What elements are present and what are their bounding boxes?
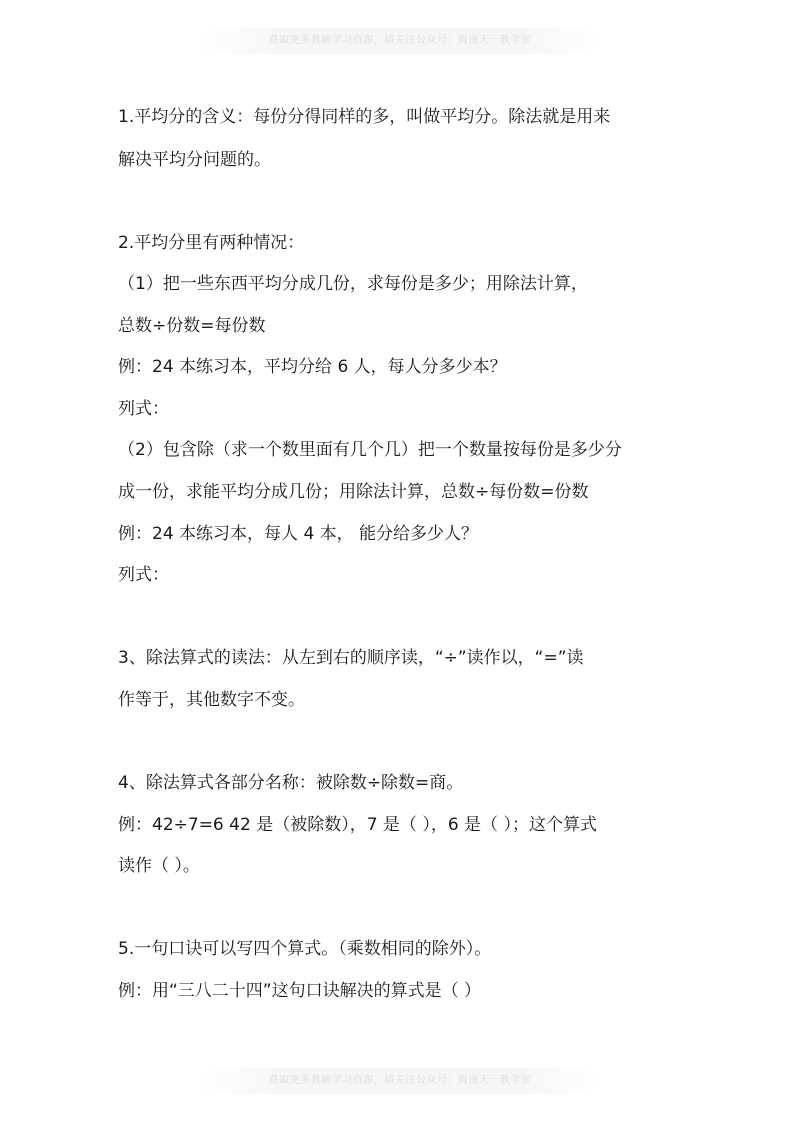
watermark-top: 获取更多教辅学习资源，请关注公众号：海南天一教学堂 <box>200 28 600 54</box>
watermark-bottom: 获取更多教辅学习资源，请关注公众号：海南天一教学堂 <box>200 1068 600 1094</box>
case-2-example: 例：24 本练习本，每人 4 本， 能分给多少人？ <box>118 524 479 544</box>
case-2-line-2: 成一份，求能平均分成几份；用除法计算，总数÷每份数=份数 <box>118 482 589 502</box>
case-2-equation-label: 列式： <box>118 565 169 585</box>
rhyme-example: 例：用“三八二十四”这句口诀解决的算式是（ ） <box>118 981 482 1001</box>
definition-line-2: 解决平均分问题的。 <box>118 150 271 170</box>
case-1-example: 例：24 本练习本，平均分给 6 人，每人分多少本？ <box>118 357 507 377</box>
parts-example-line-2: 读作（ ）。 <box>118 856 200 876</box>
case-1-formula: 总数÷份数=每份数 <box>118 316 266 336</box>
rhyme-rule: 5.一句口诀可以写四个算式。（乘数相同的除外）。 <box>118 939 492 959</box>
case-1-equation-label: 列式： <box>118 399 169 419</box>
parts-names-heading: 4、除法算式各部分名称：被除数÷除数=商。 <box>118 773 464 793</box>
reading-rule-line-1: 3、除法算式的读法：从左到右的顺序读，“÷”读作以，“=”读 <box>118 648 584 668</box>
reading-rule-line-2: 作等于，其他数字不变。 <box>118 690 305 710</box>
section-2-heading: 2.平均分里有两种情况： <box>118 233 305 253</box>
case-2-line-1: （2）包含除（求一个数里面有几个几）把一个数量按每份是多少分 <box>118 440 622 460</box>
case-1-line-1: （1）把一些东西平均分成几份，求每份是多少；用除法计算， <box>118 274 588 294</box>
definition-line-1: 1.平均分的含义：每份分得同样的多，叫做平均分。除法就是用来 <box>118 107 611 127</box>
parts-example-line-1: 例：42÷7=6 42 是（被除数），7 是（ ），6 是（ ）；这个算式 <box>118 815 597 835</box>
